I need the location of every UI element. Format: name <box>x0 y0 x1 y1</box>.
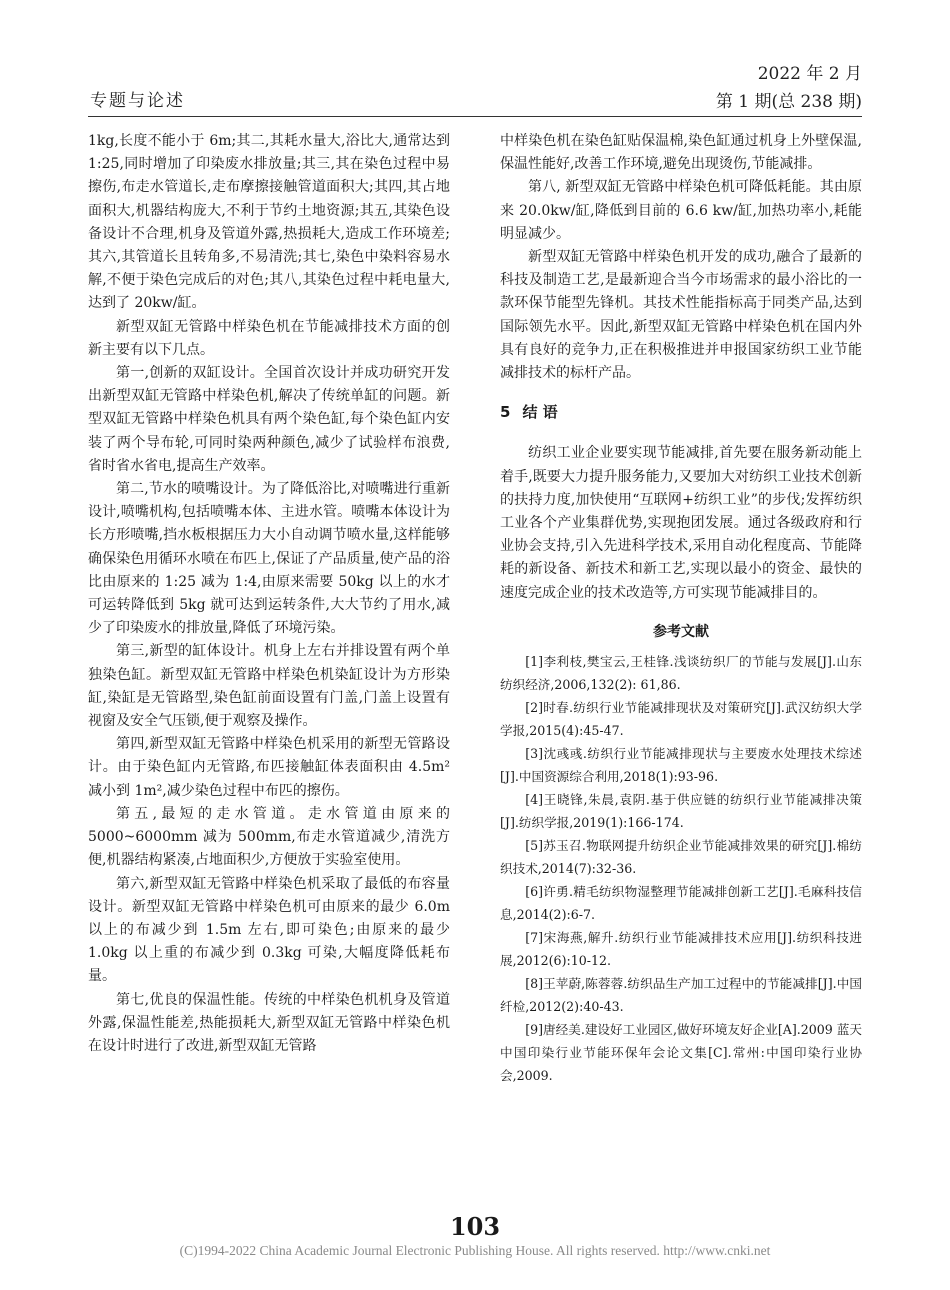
reference-item: [1]李利枝,樊宝云,王桂锋.浅谈纺织厂的节能与发展[J].山东纺织经济,2006,132(2): 61,86. <box>500 654 862 693</box>
issue-info <box>716 60 862 116</box>
left-column <box>88 130 450 1058</box>
section-title: 结 语 <box>522 403 558 422</box>
references-heading: 参考文献 <box>653 623 709 640</box>
paragraph: 第一,创新的双缸设计。全国首次设计并成功研究开发出新型双缸无管路中样染色机,解决了传统单缸的问题。新型双缸无管路中样染色机具有两个染色缸,每个染色缸内安装了两个导布轮,可同时染两种颜色,减少了试验样布浪费,省时省水省电,提高生产效率。 <box>88 365 450 474</box>
paragraph: 第八, 新型双缸无管路中样染色机可降低耗能。其由原来 20.0kw/缸,降低到目前的 6.6 kw/缸,加热功率小,耗能明显减少。 <box>500 179 862 242</box>
paragraph: 第七,优良的保温性能。传统的中样染色机机身及管道外露,保温性能差,热能损耗大,新型双缸无管路中样染色机在设计时进行了改进,新型双缸无管路 <box>88 991 450 1054</box>
paragraph: 中样染色机在染色缸贴保温棉,染色缸通过机身上外壁保温,保温性能好,改善工作环境,避免出现烫伤,节能减排。 <box>500 133 862 173</box>
page-number: 103 <box>449 1212 501 1241</box>
header-rule <box>88 116 862 117</box>
copyright-notice: (C)1994-2022 China Academic Journal Electronic Publishing House. All rights reserved. http://www.cnki.net <box>179 1243 771 1258</box>
reference-item: [7]宋海燕,解升.纺织行业节能减排技术应用[J].纺织科技进展,2012(6):10-12. <box>500 930 862 969</box>
paragraph: 新型双缸无管路中样染色机开发的成功,融合了最新的科技及制造工艺,是最新迎合当今市场需求的最小浴比的一款环保节能型先锋机。其技术性能指标高于同类产品,达到国际领先水平。因此,新型双缸无管路中样染色机在国内外具有良好的竞争力,正在积极推进并申报国家纺织工业节能减排技术的标杆产品。 <box>500 249 862 382</box>
section-number: 5 <box>500 403 511 422</box>
reference-item: [3]沈彧彧.纺织行业节能减排现状与主要废水处理技术综述[J].中国资源综合利用,2018(1):93-96. <box>500 746 862 785</box>
journal-section-label: 专题与论述 <box>90 91 185 111</box>
paragraph: 第三,新型的缸体设计。机身上左右并排设置有两个单独染色缸。新型双缸无管路中样染色机染缸设计为方形染缸,染缸是无管路型,染色缸前面设置有门盖,门盖上设置有视窗及安全气压锁,便于观察及操作。 <box>88 643 450 730</box>
reference-item: [5]苏玉召.物联网提升纺织企业节能减排效果的研究[J].棉纺织技术,2014(7):32-36. <box>500 838 862 877</box>
section-heading-conclusion <box>500 401 862 424</box>
reference-item: [9]唐经美.建设好工业园区,做好环境友好企业[A].2009 蓝天中国印染行业节能环保年会论文集[C].常州:中国印染行业协会,2009. <box>500 1022 862 1084</box>
reference-item: [4]王晓锋,朱晨,袁阴.基于供应链的纺织行业节能减排决策[J].纺织学报,2019(1):166-174. <box>500 792 862 831</box>
reference-item: [6]许勇.精毛纺织物湿整理节能减排创新工艺[J].毛麻科技信息,2014(2):6-7. <box>500 884 862 923</box>
paragraph: 1kg,长度不能小于 6m;其二,其耗水量大,浴比大,通常达到 1:25,同时增加了印染废水排放量;其三,其在染色过程中易擦伤,布走水管道长,走布摩擦接触管道面积大;其四,其占地面积大,机器结构庞大,不利于节约土地资源;其五,其染色设备设计不合理,机身及管道外露,热损耗大,造成工作环境差;其六,其管道长且转角多,不易清洗;其七,染色中染料容易水解,不便于染色完成后的对色;其八,其染色过程中耗电量大,达到了 20kw/缸。 <box>88 133 450 312</box>
right-column <box>500 130 862 1087</box>
reference-item: [2]时春.纺织行业节能减排现状及对策研究[J].武汉纺织大学学报,2015(4):45-47. <box>500 700 862 739</box>
paragraph: 第五,最短的走水管道。走水管道由原来的 5000~6000mm 减为 500mm,布走水管道减少,清洗方便,机器结构紧凑,占地面积少,方便放于实验室使用。 <box>88 805 450 869</box>
issue-number: 第 1 期(总 238 期) <box>715 92 862 112</box>
paragraph: 第二,节水的喷嘴设计。为了降低浴比,对喷嘴进行重新设计,喷嘴机构,包括喷嘴本体、主进水管。喷嘴本体设计为长方形喷嘴,挡水板根据压力大小自动调节喷水量,这样能够确保染色用循环水喷在布匹上,保证了产品质量,使产品的浴比由原来的 1:25 减为 1:4,由原来需要 50kg 以上的水才可运转降低到 5kg 就可达到运转条件,大大节约了用水,减少了印染废水的排放量,降低了环境污染。 <box>88 481 450 637</box>
reference-item: [8]王苹蔚,陈蓉蓉.纺织品生产加工过程中的节能减排[J].中国纤检,2012(2):40-43. <box>500 976 862 1015</box>
issue-date: 2022 年 2 月 <box>757 64 862 84</box>
paragraph: 第四,新型双缸无管路中样染色机采用的新型无管路设计。由于染色缸内无管路,布匹接触缸体表面积由 4.5m² 减小到 1m²,减少染色过程中布匹的擦伤。 <box>88 736 450 799</box>
paragraph: 第六,新型双缸无管路中样染色机采取了最低的布容量设计。新型双缸无管路中样染色机可由原来的最少 6.0m 以上的布减少到 1.5m 左右,即可染色;由原来的最少 1.0kg 以上重的布减少到 0.3kg 可染,大幅度降低耗布量。 <box>88 875 450 985</box>
paragraph: 新型双缸无管路中样染色机在节能减排技术方面的创新主要有以下几点。 <box>88 318 450 358</box>
paragraph: 纺织工业企业要实现节能减排,首先要在服务新动能上着手,既要大力提升服务能力,又要加大对纺织工业技术创新的扶持力度,加快使用“互联网+纺织工业”的步伐;发挥纺织工业各个产业集群优势,实现抱团发展。通过各级政府和行业协会支持,引入先进科学技术,采用自动化程度高、节能降耗的新设备、新技术和新工艺,实现以最小的资金、最快的速度完成企业的技术改造等,方可实现节能减排目的。 <box>500 445 862 601</box>
